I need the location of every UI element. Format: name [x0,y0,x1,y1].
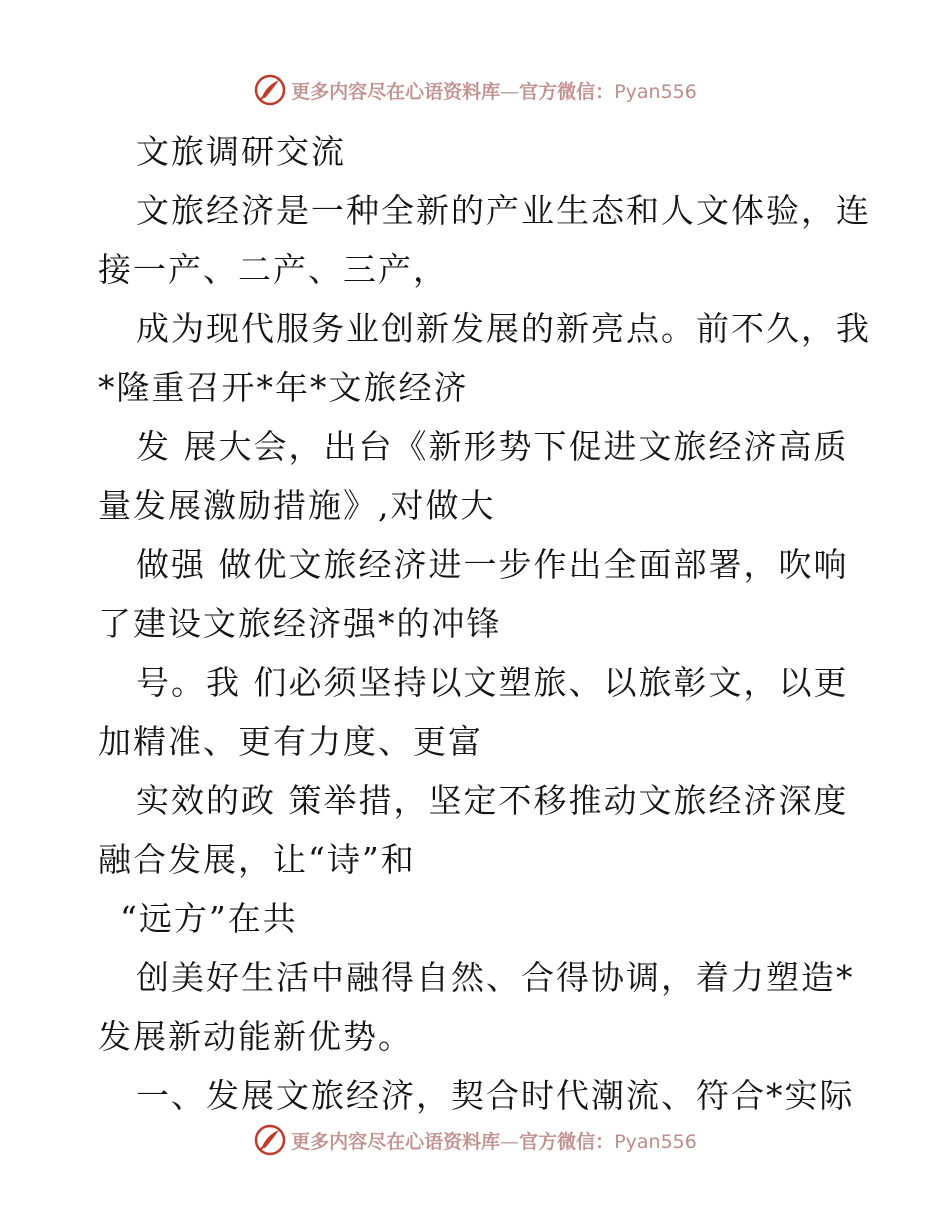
paragraph-line: 文旅经济是一种全新的产业生态和人文体验，连 [136,191,871,230]
footer-watermark [0,1120,950,1160]
paragraph-line: 融合发展，让“诗”和 [98,840,416,879]
paragraph-line: 创美好生活中融得自然、合得协调，着力塑造* [136,958,855,997]
paragraph-line: 成为现代服务业创新发展的新亮点。前不久，我 [136,309,871,348]
watermark-dash: — [500,1130,520,1153]
paragraph-line: 接一产、二产、三产， [98,250,448,289]
watermark-dash: — [500,80,520,103]
watermark-text [291,77,697,104]
watermark-cn: 更多内容尽在心语资料库 [291,1130,501,1153]
paragraph-line: “远方”在共 [120,899,298,938]
paragraph-line: 做强 做优文旅经济进一步作出全面部署，吹响 [136,545,849,584]
document-body [98,122,871,1125]
paragraph-line: 量发展激励措施》,对做大 [98,486,496,525]
header-watermark [0,70,950,110]
watermark-official: 官方微信： [519,1130,615,1153]
paragraph-line: *隆重召开*年*文旅经济 [98,368,469,407]
watermark-text [291,1127,697,1154]
paragraph-line: 了建设文旅经济强*的冲锋 [98,604,502,643]
document-title: 文旅调研交流 [136,132,346,171]
red-quill-emblem-icon [253,1123,287,1157]
watermark-wechat-id: Pyan556 [614,1130,697,1153]
section-heading: 一、发展文旅经济，契合时代潮流、符合*实际 [136,1076,855,1115]
paragraph-line: 发 展大会，出台《新形势下促进文旅经济高质 [136,427,849,466]
red-quill-emblem-icon [253,73,287,107]
paragraph-line: 实效的政 策举措，坚定不移推动文旅经济深度 [136,781,849,820]
watermark-wechat-id: Pyan556 [614,80,697,103]
paragraph-line: 发展新动能新优势。 [98,1017,413,1056]
watermark-cn: 更多内容尽在心语资料库 [291,80,501,103]
watermark-official: 官方微信： [519,80,615,103]
paragraph-line: 号。我 们必须坚持以文塑旅、以旅彰文，以更 [136,663,849,702]
paragraph-line: 加精准、更有力度、更富 [98,722,483,761]
